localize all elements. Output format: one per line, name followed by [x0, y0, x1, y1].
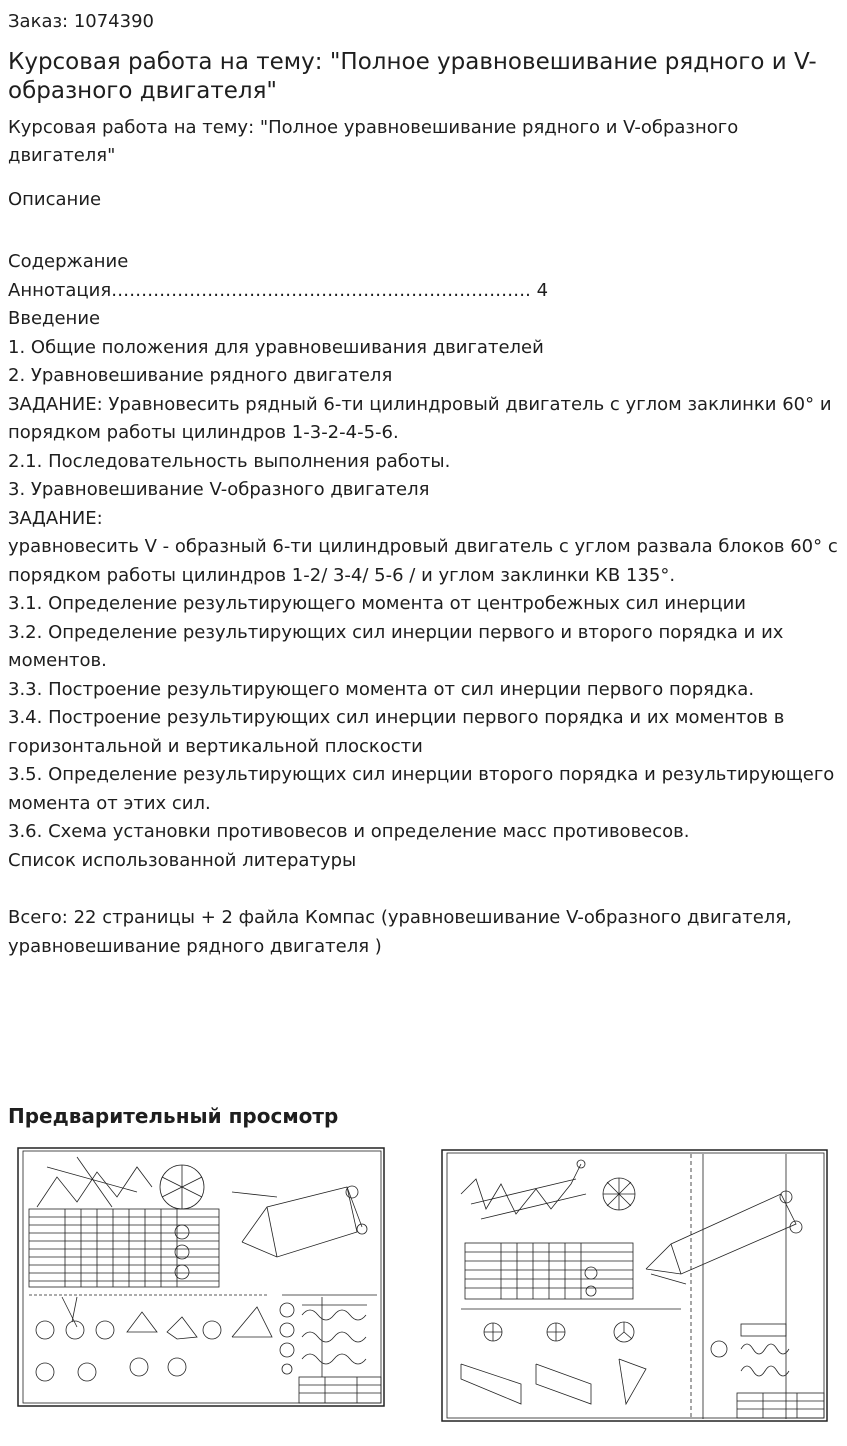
toc-line: 3.2. Определение результирующих сил инерции первого и второго порядка и их моментов. [8, 621, 784, 671]
toc-line: ЗАДАНИЕ: [8, 507, 103, 529]
toc-line: Аннотация……………………………………………………………. 4 [8, 279, 549, 301]
preview-heading: Предварительный просмотр [8, 1104, 339, 1128]
page-subtitle: Курсовая работа на тему: "Полное уравновешивание рядного и V-образного двигателя" [8, 117, 739, 166]
total-pages-note: Всего: 22 страницы + 2 файла Компас (уравновешивание V-образного двигателя, уравновешивание рядного двигателя ) [8, 907, 792, 957]
toc-line: 2. Уравновешивание рядного двигателя [8, 365, 393, 386]
toc-line: 2.1. Последовательность выполнения работы. [8, 450, 451, 472]
toc-line: ЗАДАНИЕ: Уравновесить рядный 6-ти цилиндровый двигатель с углом заклинки 60° и порядком работы цилиндров 1-3-2-4-5-6. [8, 393, 832, 443]
drawing-sheet-icon [17, 1147, 385, 1407]
description-label: Описание [8, 189, 102, 210]
toc-line: Содержание [8, 251, 129, 272]
toc-line: 3.5. Определение результирующих сил инерции второго порядка и результирующего момента от этих сил. [8, 764, 835, 814]
preview-thumbnail-2[interactable] [441, 1149, 828, 1422]
table-of-contents [8, 248, 843, 875]
toc-line: 3.6. Схема установки противовесов и определение масс противовесов. [8, 821, 690, 842]
toc-line: 3.4. Построение результирующих сил инерции первого порядка и их моментов в горизонтальной и вертикальной плоскости [8, 707, 785, 757]
toc-line: Введение [8, 308, 101, 329]
toc-line: Список использованной литературы [8, 849, 357, 871]
preview-thumbnail-1[interactable] [17, 1147, 385, 1407]
toc-line: 3.3. Построение результирующего момента от сил инерции первого порядка. [8, 678, 755, 700]
toc-line: 3. Уравновешивание V-образного двигателя [8, 479, 430, 500]
drawing-sheet-icon [441, 1149, 828, 1422]
toc-line: 3.1. Определение результирующего момента от центробежных сил инерции [8, 593, 747, 614]
toc-line: 1. Общие положения для уравновешивания двигателей [8, 336, 544, 358]
toc-line: уравновесить V - образный 6-ти цилиндровый двигатель с углом развала блоков 60° с порядком работы цилиндров 1-2/ 3-4/ 5-6 / и углом заклинки КВ 135°. [8, 536, 838, 586]
order-number: Заказ: 1074390 [8, 11, 154, 32]
page-title: Курсовая работа на тему: "Полное уравновешивание рядного и V-образного двигателя" [8, 49, 817, 104]
